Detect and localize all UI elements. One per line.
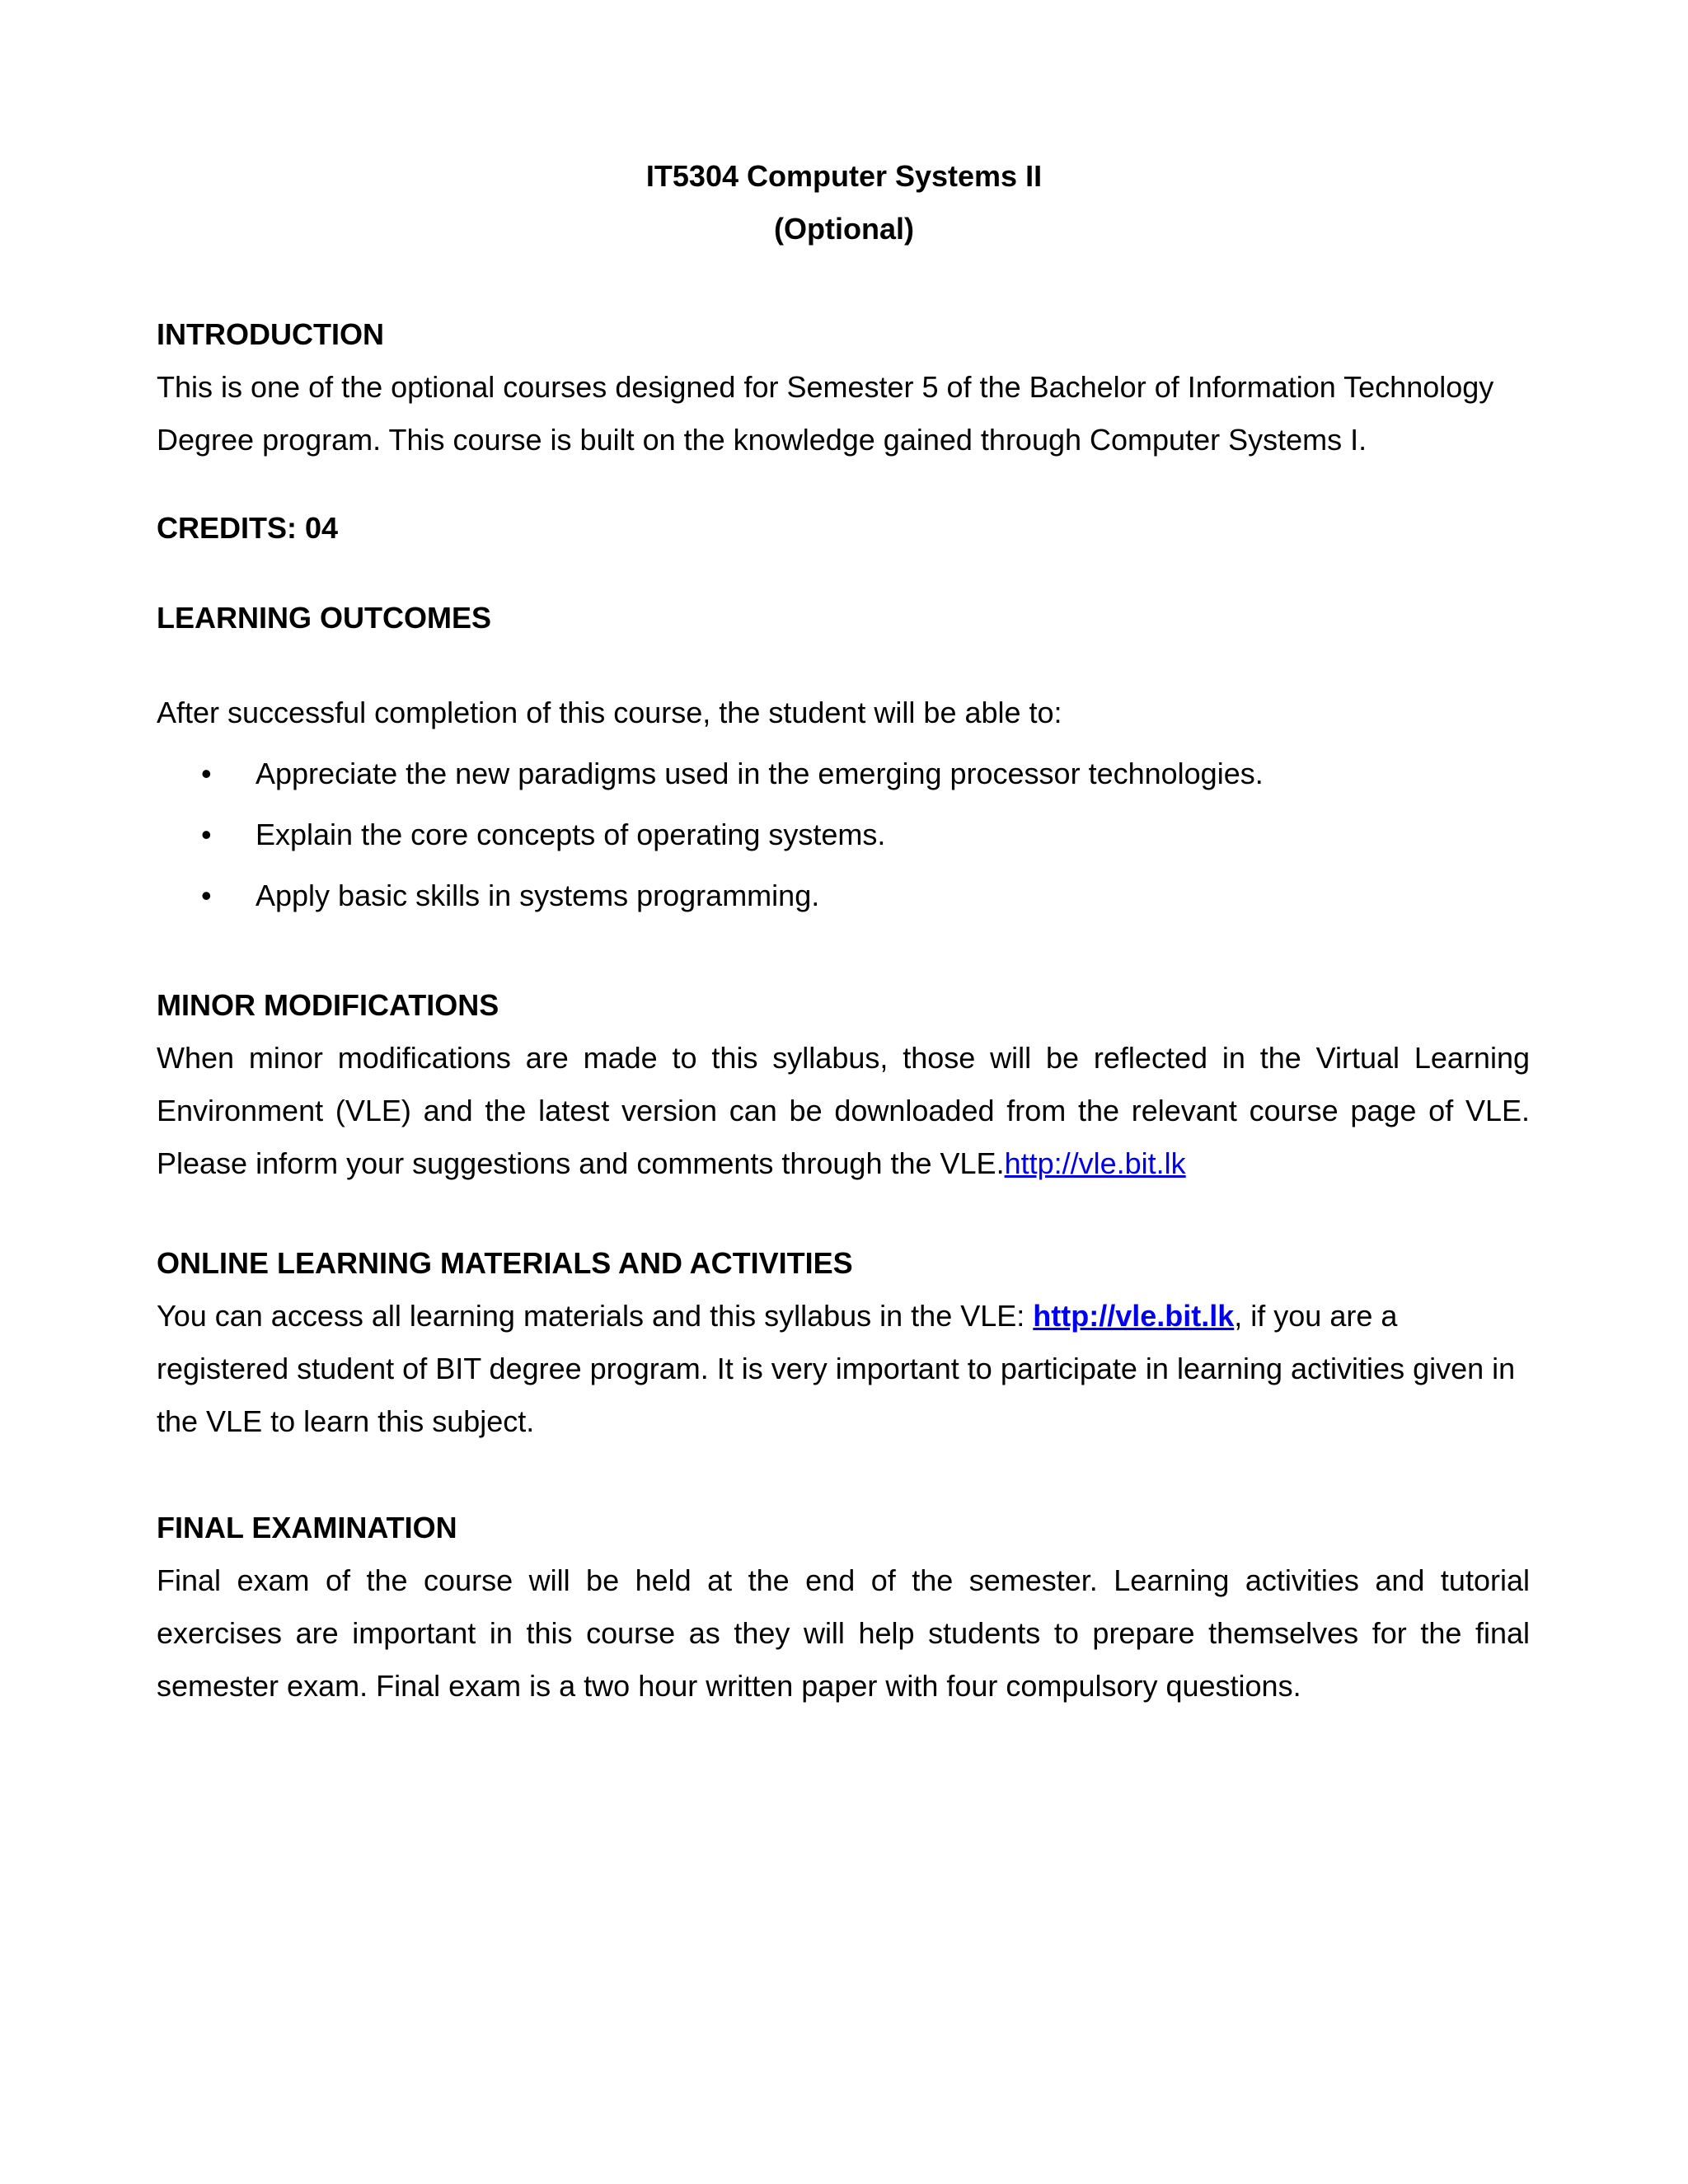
online-materials-body-end: , if you are a registered student of BIT degree program. It is very important to participate in learning activities given in the VLE to learn this subject. (157, 1299, 1516, 1438)
learning-outcomes-intro: After successful completion of this course, the student will be able to: (157, 696, 1062, 729)
credits-heading: CREDITS: 04 (157, 511, 339, 545)
introduction-section (157, 308, 1530, 466)
online-materials-heading: ONLINE LEARNING MATERIALS AND ACTIVITIES (157, 1246, 853, 1280)
online-materials-body-start: You can access all learning materials and this syllabus in the VLE: (157, 1299, 1034, 1333)
minor-modifications-body: When minor modifications are made to this syllabus, those will be reflected in the Virtual Learning Environment (VLE) and the latest version can be downloaded from the relevant course page of VLE. Please inform your suggestions and comments through the VLE. (157, 1041, 1530, 1180)
introduction-heading: INTRODUCTION (157, 317, 384, 351)
introduction-text: This is one of the optional courses designed for Semester 5 of the Bachelor of Information Technology Degree program. This course is built on the knowledge gained through Computer Systems I. (157, 370, 1494, 457)
learning-outcomes-list (157, 743, 1530, 926)
outcome-text: Explain the core concepts of operating systems. (256, 818, 886, 851)
bullet-icon: • (201, 879, 212, 912)
list-item (157, 865, 1530, 926)
bullet-icon: • (201, 757, 212, 790)
course-title-block (0, 150, 1688, 255)
vle-link-bold[interactable]: http://vle.bit.lk (1033, 1299, 1235, 1333)
final-examination-heading: FINAL EXAMINATION (157, 1511, 457, 1544)
list-item (157, 804, 1530, 865)
online-materials-text (157, 1290, 1530, 1448)
outcome-text: Apply basic skills in systems programming. (256, 879, 820, 912)
bullet-icon: • (201, 818, 212, 851)
vle-link[interactable]: http://vle.bit.lk (1004, 1146, 1186, 1180)
minor-modifications-text (157, 1032, 1530, 1190)
credits-section (157, 502, 1530, 555)
learning-outcomes-heading: LEARNING OUTCOMES (157, 601, 492, 635)
learning-outcomes-body (157, 682, 1530, 926)
outcome-text: Appreciate the new paradigms used in the emerging processor technologies. (256, 757, 1264, 790)
learning-outcomes-section (157, 592, 1530, 644)
minor-modifications-heading: MINOR MODIFICATIONS (157, 988, 499, 1022)
list-item (157, 743, 1530, 804)
final-examination-section (157, 1502, 1530, 1713)
course-title: IT5304 Computer Systems II (645, 159, 1043, 193)
final-examination-text: Final exam of the course will be held at the end of the semester. Learning activities and tutorial exercises are important in this course as they will help students to prepare themselves for the final semester exam. Final exam is a two hour written paper with four compulsory questions. (157, 1563, 1530, 1703)
minor-modifications-section (157, 979, 1530, 1190)
course-subtitle: (Optional) (774, 212, 914, 246)
online-materials-section (157, 1237, 1530, 1448)
